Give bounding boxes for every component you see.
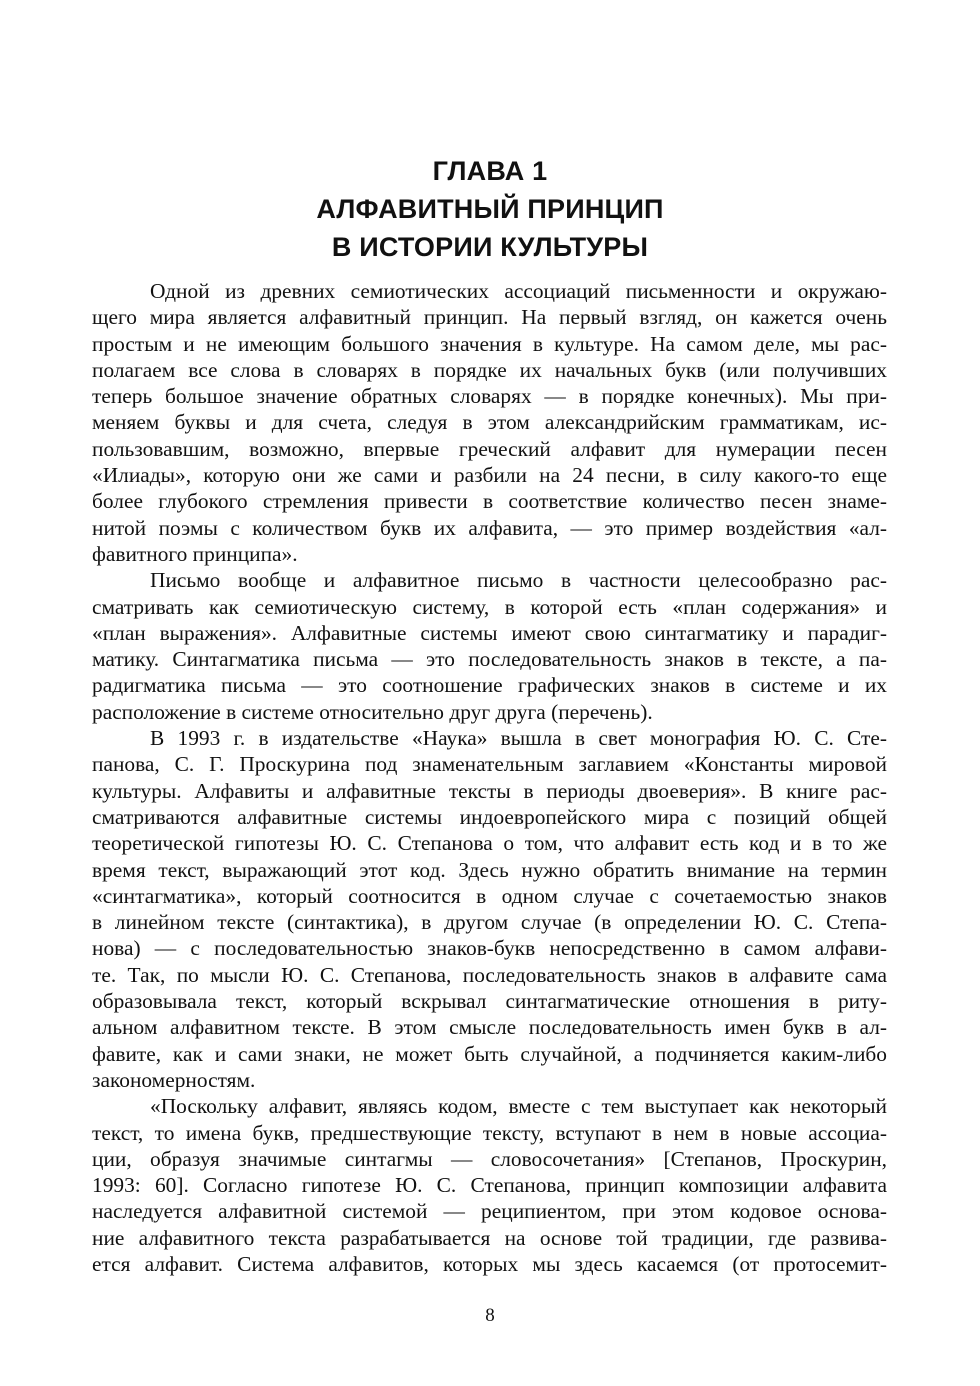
text-line: фавите, как и сами знаки, не может быть случайной, а подчиняется каким-либо <box>92 1041 887 1066</box>
text-line: нова) — с последовательностью знаков-букв непосредственно в самом алфави- <box>92 936 887 961</box>
text-line: «Поскольку алфавит, являясь кодом, вместе с тем выступает как некоторый <box>150 1094 887 1119</box>
text-line: 1993: 60]. Согласно гипотезе Ю. С. Степанова, принцип композиции алфавита <box>92 1173 887 1198</box>
paragraph-2 <box>92 567 887 725</box>
text-line: те. Так, по мысли Ю. С. Степанова, последовательность знаков в алфавите сама <box>92 962 887 987</box>
text-line: ется алфавит. Система алфавитов, которых мы здесь касаемся (от протосемит- <box>92 1251 887 1276</box>
chapter-title-line-2: В ИСТОРИИ КУЛЬТУРЫ <box>331 232 649 262</box>
text-line: текст, то имена букв, предшествующие тексту, вступают в нем в новые ассоциа- <box>92 1120 887 1145</box>
text-line: в линейном тексте (синтактика), в другом случае (в определении Ю. С. Степа- <box>92 910 887 935</box>
text-line: матику. Синтагматика письма — это последовательность знаков в тексте, а па- <box>92 647 887 672</box>
text-line: альном алфавитном тексте. В этом смысле последовательность имен букв в ал- <box>92 1015 887 1040</box>
text-line: закономерностям. <box>92 1067 256 1092</box>
text-line: фавитного принципа». <box>92 541 298 566</box>
text-line: нитой поэмы с количеством букв их алфавита, — это пример воздействия «ал- <box>92 515 887 540</box>
text-line: ние алфавитного текста разрабатывается на основе той традиции, где развива- <box>92 1225 887 1250</box>
paragraph-4 <box>92 1093 887 1277</box>
text-line: более глубокого стремления привести в соответствие количество песен знаме- <box>92 489 887 514</box>
page-number: 8 <box>485 1305 495 1326</box>
text-line: «план выражения». Алфавитные системы имеют свою синтагматику и парадиг- <box>92 620 887 645</box>
text-line: культуры. Алфавиты и алфавитные тексты в периоды двоеверия». В книге рас- <box>92 778 887 803</box>
text-line: меняем буквы и для счета, следуя в этом александрийским грамматикам, ис- <box>92 410 887 435</box>
chapter-title-line-1: АЛФАВИТНЫЙ ПРИНЦИП <box>316 194 664 224</box>
text-line: расположение в системе относительно друг друга (перечень). <box>92 699 653 724</box>
text-line: полагаем все слова в словарях в порядке их начальных букв (или получивших <box>92 357 887 382</box>
text-line: «синтагматика», который соотносится в одном случае с сочетаемостью знаков <box>92 883 887 908</box>
text-line: образовывала текст, который вскрывал синтагматические отношения в риту- <box>92 989 887 1014</box>
text-line: Письмо вообще и алфавитное письмо в частности целесообразно рас- <box>150 568 887 593</box>
text-line: сматриваются алфавитные системы индоевропейского мира с позиций общей <box>92 804 887 829</box>
text-line: ции, образуя значимые синтагмы — словосочетания» [Степанов, Проскурин, <box>92 1146 887 1171</box>
body-text <box>92 278 887 1277</box>
text-line: «Илиады», которую они же сами и разбили на 24 песни, в силу какого-то еще <box>92 463 887 488</box>
text-line: простым и не имеющим большого значения в культуре. На самом деле, мы рас- <box>92 331 887 356</box>
paragraph-1 <box>92 278 887 567</box>
text-line: щего мира является алфавитный принцип. На первый взгляд, он кажется очень <box>92 305 887 330</box>
text-line: радигматика письма — это соотношение графических знаков в системе и их <box>92 673 887 698</box>
paragraph-3 <box>92 725 887 1093</box>
text-line: наследуется алфавитной системой — реципиентом, при этом кодовое основа- <box>92 1199 887 1224</box>
text-line: сматривать как семиотическую систему, в которой есть «план содержания» и <box>92 594 887 619</box>
text-line: панова, С. Г. Проскурина под знаменательным заглавием «Константы мировой <box>92 752 887 777</box>
text-line: В 1993 г. в издательстве «Наука» вышла в свет монография Ю. С. Сте- <box>150 726 887 751</box>
text-line: теоретической гипотезы Ю. С. Степанова о том, что алфавит есть код и в то же <box>92 831 887 856</box>
text-line: пользовавшим, возможно, впервые греческий алфавит для нумерации песен <box>92 436 887 461</box>
text-line: Одной из древних семиотических ассоциаций письменности и окружаю- <box>150 279 887 303</box>
chapter-heading <box>0 152 980 266</box>
chapter-number: ГЛАВА 1 <box>432 156 548 186</box>
text-line: время текст, выражающий этот код. Здесь нужно обратить внимание на термин <box>92 857 887 882</box>
text-line: теперь большое значение обратных словарях — в порядке конечных). Мы при- <box>92 384 887 409</box>
